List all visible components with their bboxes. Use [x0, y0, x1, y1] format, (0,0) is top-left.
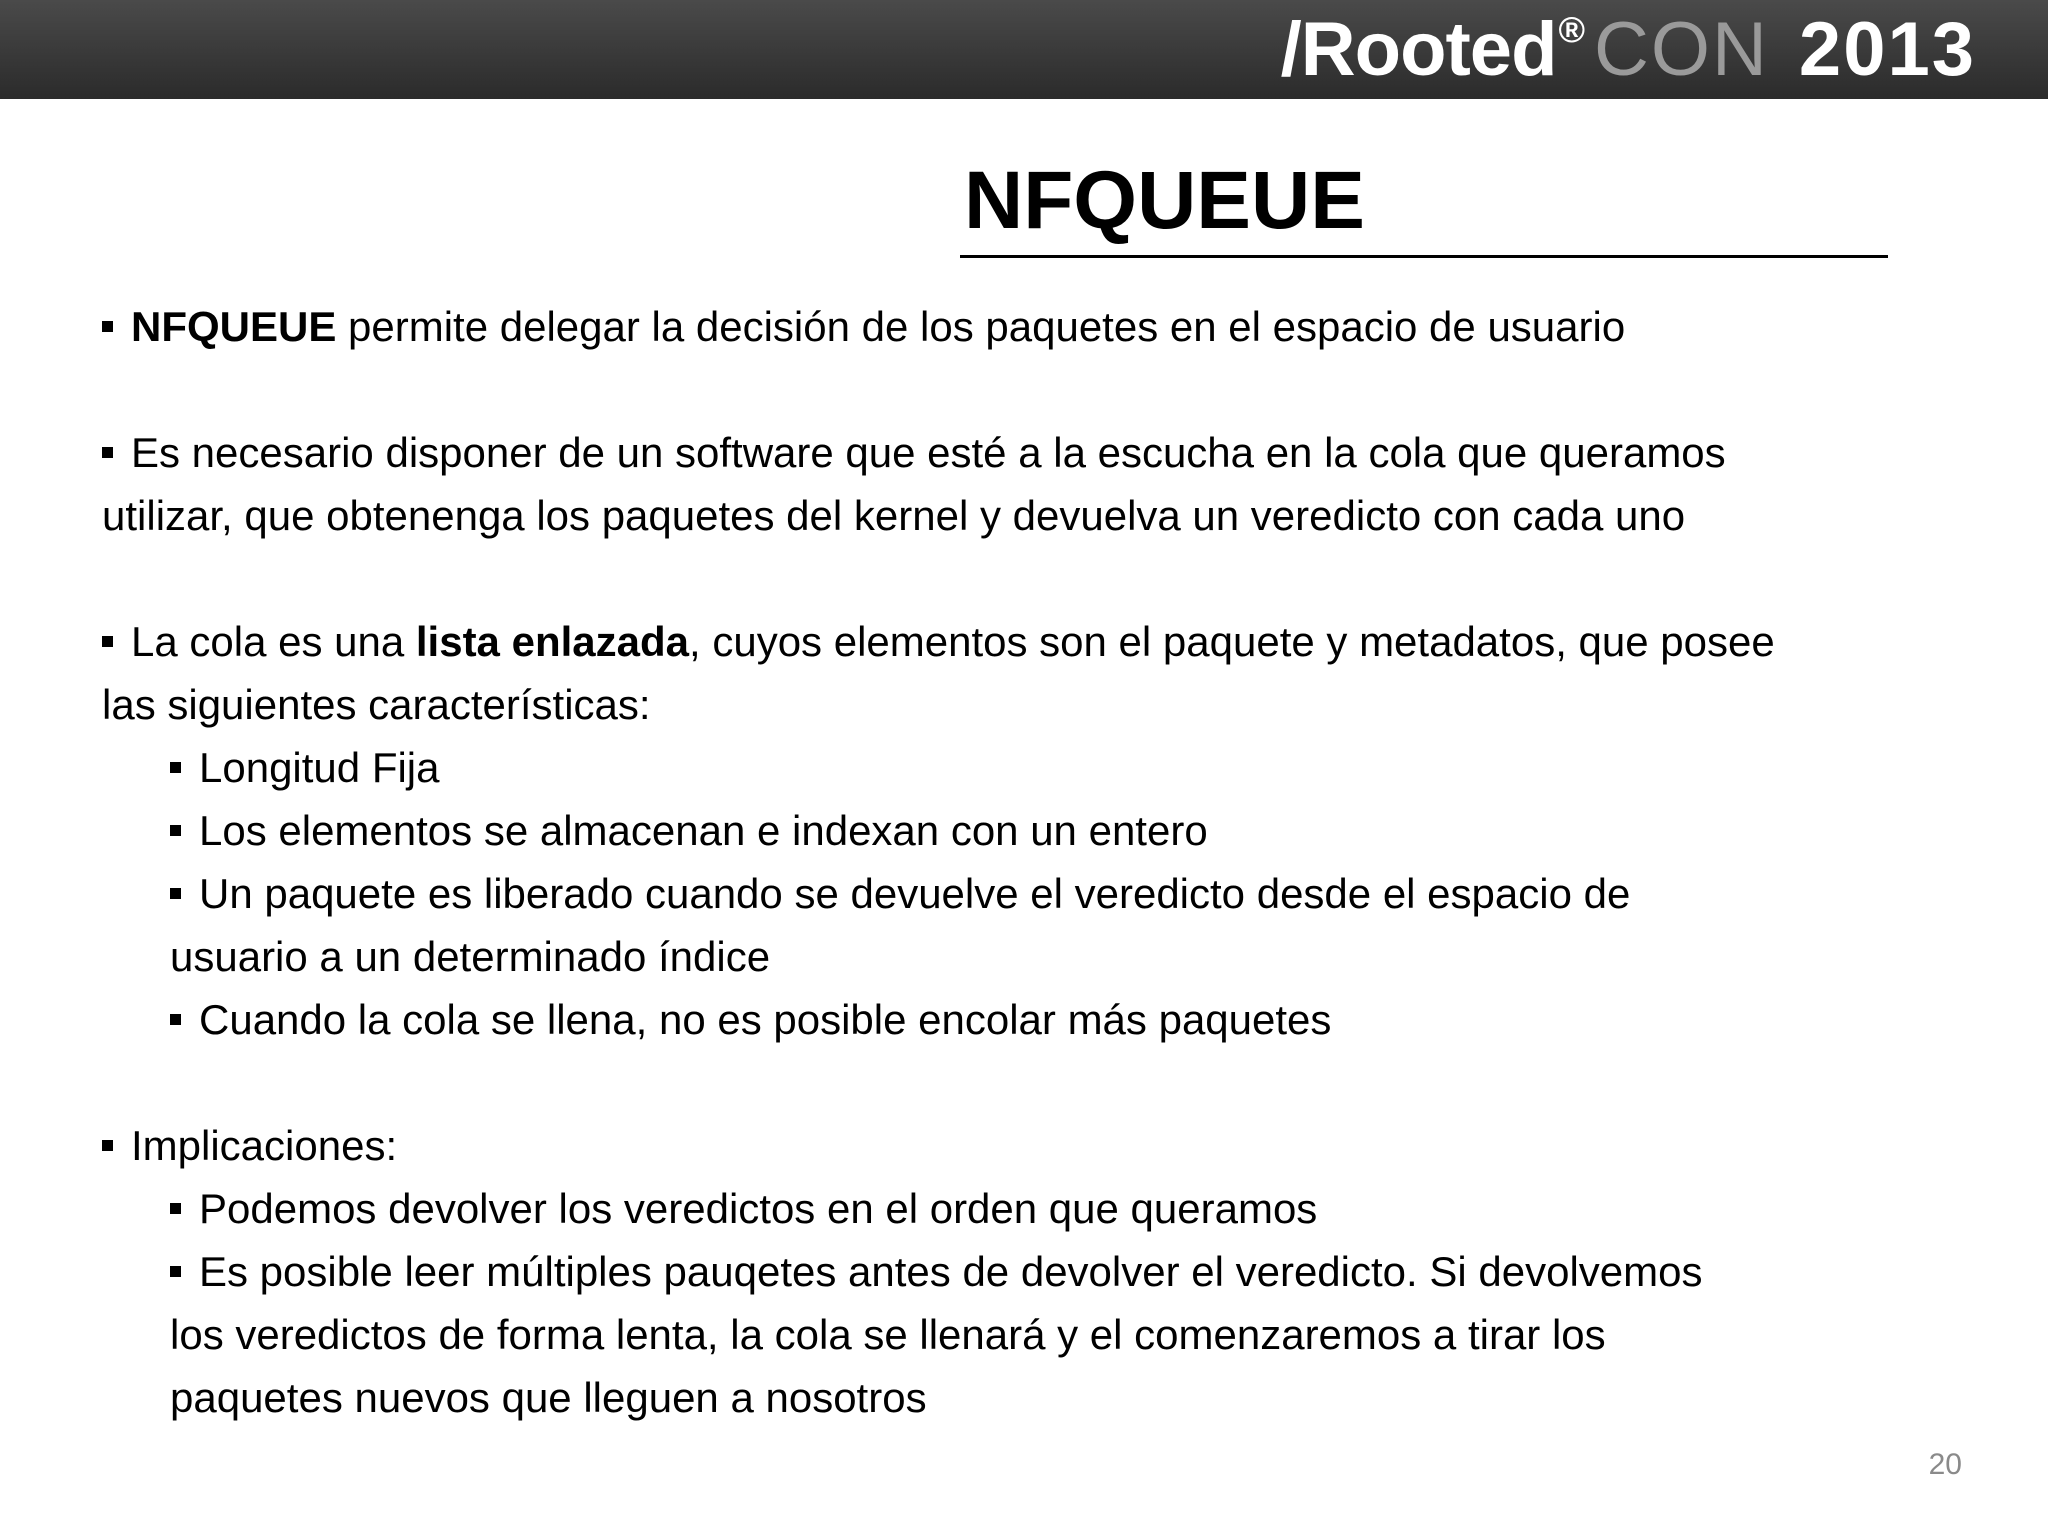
bullet-paragraph-1 [102, 295, 1982, 358]
square-bullet-icon [102, 447, 113, 458]
slide-title: NFQUEUE [964, 155, 1365, 246]
logo-rooted-text: /Rooted [1280, 7, 1557, 92]
paragraph-text: Es necesario disponer de un software que esté a la escucha en la cola que queramos [131, 429, 1726, 476]
page-number: 20 [1928, 1448, 1962, 1481]
square-bullet-icon [102, 321, 113, 332]
sub-bullet-text: Los elementos se almacenan e indexan con un entero [199, 807, 1208, 854]
sub-bullet-text: Longitud Fija [199, 744, 440, 791]
paragraph-text: , cuyos elementos son el paquete y metadatos, que posee [689, 618, 1775, 665]
header-bar [0, 0, 2048, 99]
bold-term: NFQUEUE [131, 303, 337, 350]
sub-bullet-text: Es posible leer múltiples pauqetes antes de devolver el veredicto. Si devolvemos [199, 1248, 1703, 1295]
square-bullet-icon [170, 762, 181, 773]
bullet-paragraph-3 [102, 610, 1982, 736]
logo-registered-mark: ® [1558, 9, 1585, 50]
sub-bullet [102, 862, 1982, 988]
sub-bullet-text: los veredictos de forma lenta, la cola se llenará y el comenzaremos a tirar los [170, 1311, 1606, 1358]
slide-body [102, 295, 1982, 1429]
paragraph-text: Implicaciones: [131, 1122, 398, 1169]
square-bullet-icon [170, 825, 181, 836]
square-bullet-icon [102, 636, 113, 647]
square-bullet-icon [170, 1266, 181, 1277]
paragraph-text: utilizar, que obtenenga los paquetes del kernel y devuelva un veredicto con cada uno [102, 492, 1686, 539]
logo-year-text: 2013 [1798, 7, 1976, 92]
paragraph-text: permite delegar la decisión de los paquetes en el espacio de usuario [336, 303, 1626, 350]
sub-bullet [102, 1177, 1982, 1240]
title-underline [960, 255, 1888, 258]
square-bullet-icon [170, 1203, 181, 1214]
paragraph-text: las siguientes características: [102, 681, 651, 728]
paragraph-text: La cola es una [131, 618, 416, 665]
square-bullet-icon [170, 1014, 181, 1025]
square-bullet-icon [170, 888, 181, 899]
logo-con-text: CON [1594, 7, 1769, 92]
sub-bullet-text: Cuando la cola se llena, no es posible encolar más paquetes [199, 996, 1332, 1043]
sub-bullet-text: Un paquete es liberado cuando se devuelve el veredicto desde el espacio de [199, 870, 1631, 917]
bullet-paragraph-2 [102, 421, 1982, 547]
sub-bullet [102, 988, 1982, 1051]
square-bullet-icon [102, 1140, 113, 1151]
sub-bullet-text: Podemos devolver los veredictos en el orden que queramos [199, 1185, 1318, 1232]
bold-term: lista enlazada [415, 618, 689, 665]
rootedcon-logo [1281, 6, 1976, 94]
sub-bullet-text: paquetes nuevos que lleguen a nosotros [170, 1374, 927, 1421]
sub-bullet [102, 1240, 1982, 1429]
sub-bullet-text: usuario a un determinado índice [170, 933, 771, 980]
sub-bullet [102, 736, 1982, 799]
sub-bullet [102, 799, 1982, 862]
bullet-paragraph-4 [102, 1114, 1982, 1177]
